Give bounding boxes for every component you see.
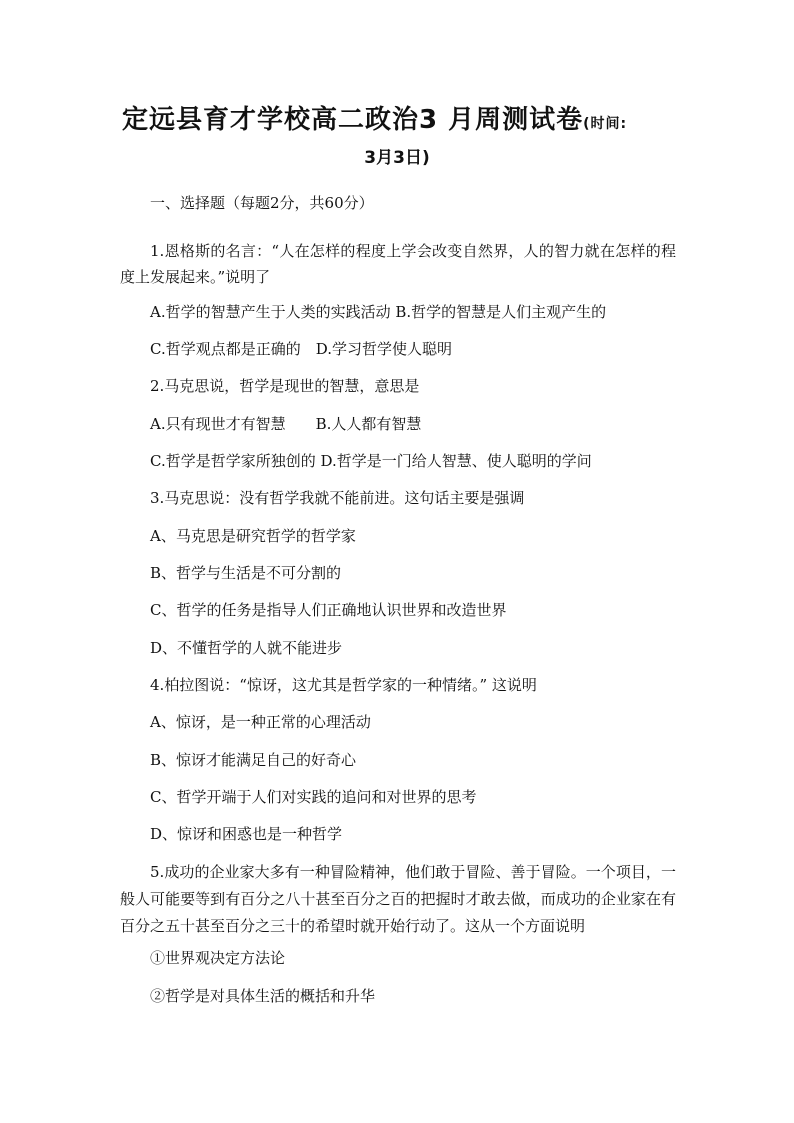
question-5-item-1: ①世界观决定方法论 — [150, 949, 286, 967]
section-heading: 一、选择题（每题2分，共60分） — [150, 194, 374, 212]
question-2-options-ab: A.只有现世才有智慧 B.人人都有智慧 — [150, 415, 422, 433]
question-4-option-b: B、惊讶才能满足自己的好奇心 — [150, 751, 357, 769]
question-3-option-a: A、马克思是研究哲学的哲学家 — [150, 527, 356, 545]
question-3-option-c: C、哲学的任务是指导人们正确地认识世界和改造世界 — [150, 601, 507, 619]
question-4-option-c: C、哲学开端于人们对实践的追问和对世界的思考 — [150, 788, 477, 806]
question-3-option-b: B、哲学与生活是不可分割的 — [150, 564, 342, 582]
question-5-stem: 5.成功的企业家大多有一种冒险精神，他们敢于冒险、善于冒险。一个项目，一般人可能要等到有百分之八十甚至百分之百的把握时才敢去做，而成功的企业家在有百分之五十甚至百分之三十的希望时就开始行动了。这从一个方面说明 — [120, 863, 676, 935]
question-5-item-2: ②哲学是对具体生活的概括和升华 — [150, 987, 376, 1005]
exam-title — [122, 100, 692, 144]
question-1-stem: 1.恩格斯的名言：“人在怎样的程度上学会改变自然界，人的智力就在怎样的程度上发展起来。”说明了 — [120, 242, 676, 286]
question-2-options-cd: C.哲学是哲学家所独创的 D.哲学是一门给人智慧、使人聪明的学问 — [150, 452, 592, 470]
question-4-stem: 4.柏拉图说：“惊讶，这尤其是哲学家的一种情绪。” 这说明 — [150, 676, 537, 694]
question-1-options-ab: A.哲学的智慧产生于人类的实践活动 B.哲学的智慧是人们主观产生的 — [150, 303, 607, 321]
question-4-option-a: A、惊讶，是一种正常的心理活动 — [150, 713, 371, 731]
question-2-stem: 2.马克思说，哲学是现世的智慧，意思是 — [150, 377, 420, 395]
question-3-option-d: D、不懂哲学的人就不能进步 — [150, 639, 343, 657]
exam-date: 3月3日) — [364, 148, 430, 168]
question-3-stem: 3.马克思说：没有哲学我就不能前进。这句话主要是强调 — [150, 489, 525, 507]
exam-title-main: 定远县育才学校高二政治3 月周测试卷 — [122, 105, 584, 135]
question-4-option-d: D、惊讶和困惑也是一种哲学 — [150, 825, 343, 843]
question-1-options-cd: C.哲学观点都是正确的 D.学习哲学使人聪明 — [150, 340, 452, 358]
exam-title-suffix: (时间: — [583, 116, 628, 132]
